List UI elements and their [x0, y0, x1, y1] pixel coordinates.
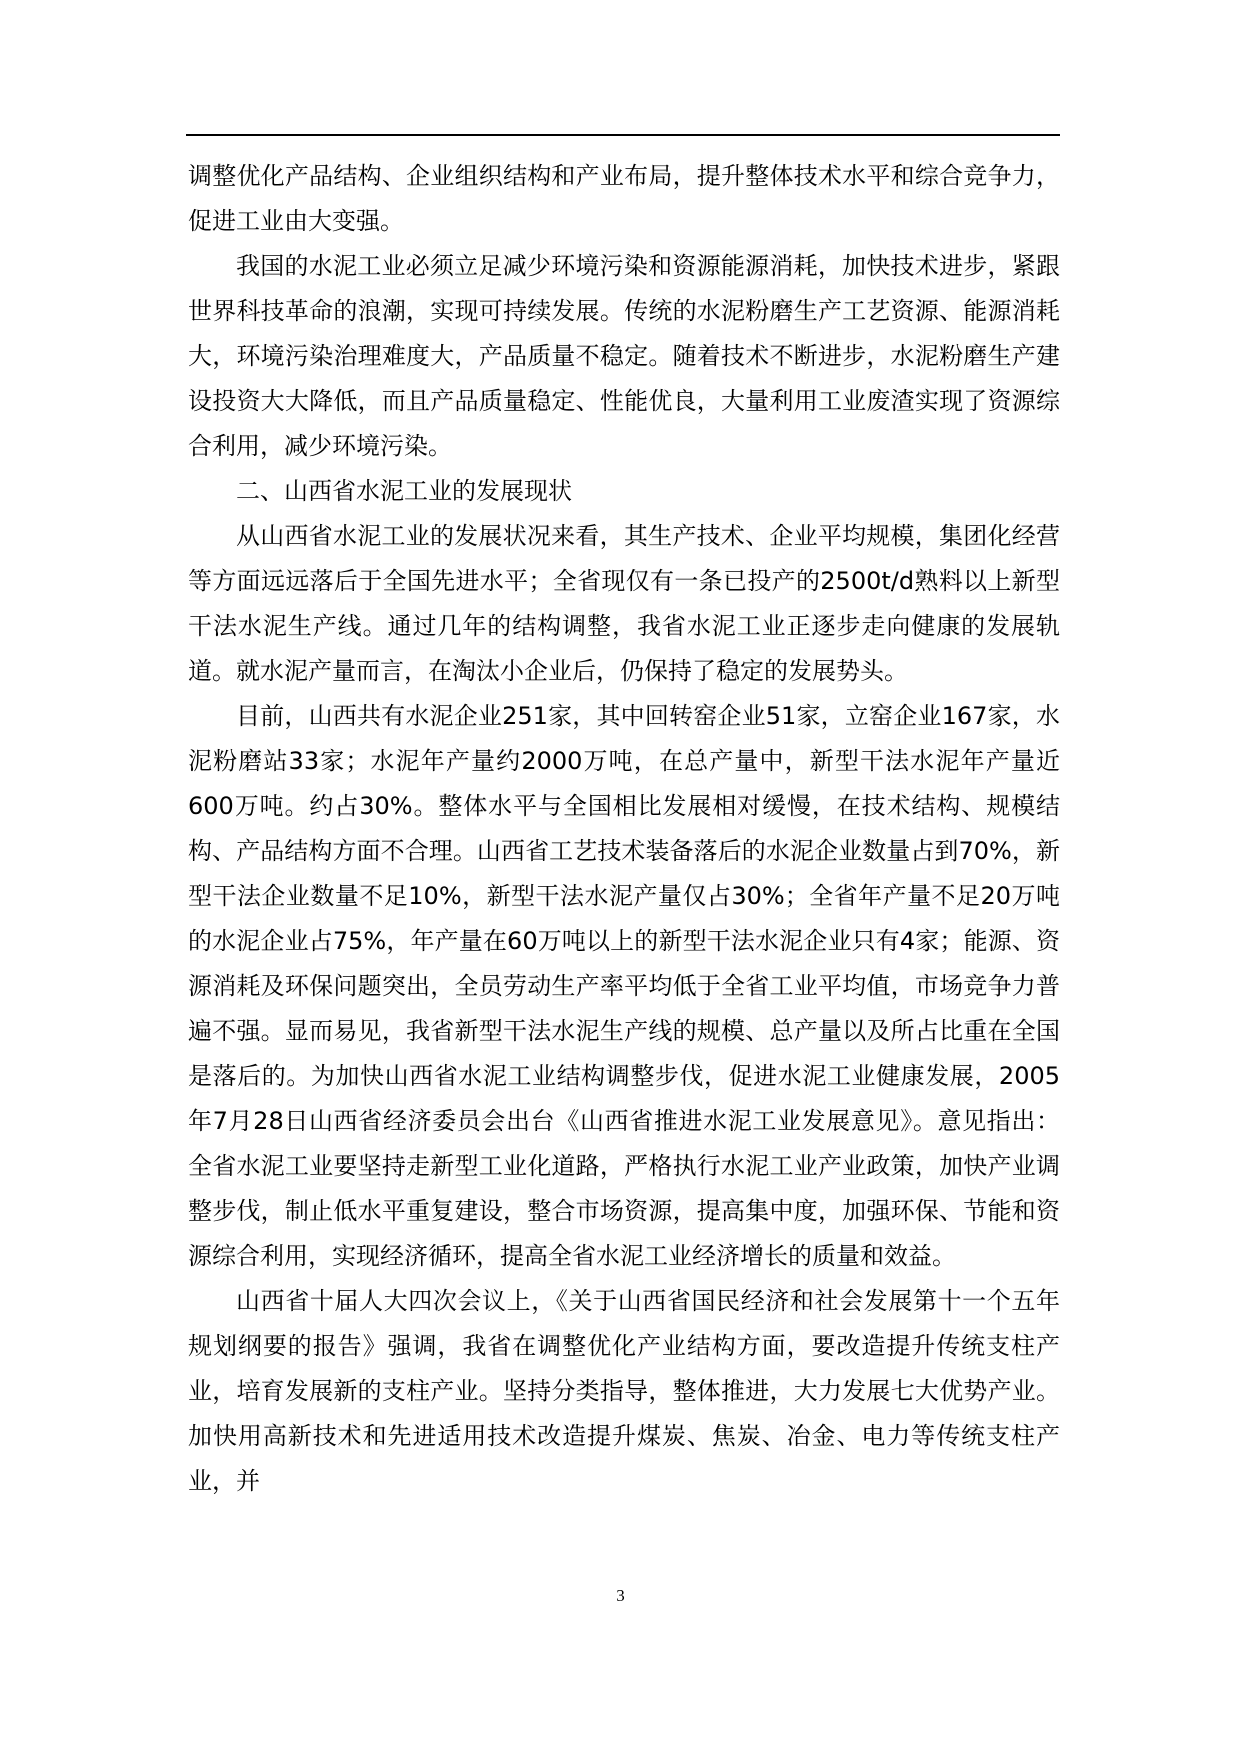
paragraph-congress-report: 山西省十届人大四次会议上，《关于山西省国民经济和社会发展第十一个五年规划纲要的报告》强调，我省在调整优化产业结构方面，要改造提升传统支柱产业，培育发展新的支柱产业。坚持分类指导，整体推进，大力发展七大优势产业。加快用高新技术和先进适用技术改造提升煤炭、焦炭、冶金、电力等传统支柱产业，并	[188, 1287, 1060, 1495]
paragraph-continuation: 调整优化产品结构、企业组织结构和产业布局，提升整体技术水平和综合竞争力，促进工业由大变强。	[188, 162, 1060, 235]
paragraph-development-status: 从山西省水泥工业的发展状况来看，其生产技术、企业平均规模，集团化经营等方面远远落后于全国先进水平；全省现仅有一条已投产的2500t/d熟料以上新型干法水泥生产线。通过几年的结构调整，我省水泥工业正逐步走向健康的发展轨道。就水泥产量而言，在淘汰小企业后，仍保持了稳定的发展势头。	[188, 522, 1060, 685]
paragraph-current-statistics: 目前，山西共有水泥企业251家，其中回转窑企业51家，立窑企业167家，水泥粉磨站33家；水泥年产量约2000万吨，在总产量中，新型干法水泥年产量近600万吨。约占30%。整体水平与全国相比发展相对缓慢，在技术结构、规模结构、产品结构方面不合理。山西省工艺技术装备落后的水泥企业数量占到70%，新型干法企业数量不足10%，新型干法水泥产量仅占30%；全省年产量不足20万吨的水泥企业占75%，年产量在60万吨以上的新型干法水泥企业只有4家；能源、资源消耗及环保问题突出，全员劳动生产率平均低于全省工业平均值，市场竞争力普遍不强。显而易见，我省新型干法水泥生产线的规模、总产量以及所占比重在全国是落后的。为加快山西省水泥工业结构调整步伐，促进水泥工业健康发展，2005年7月28日山西省经济委员会出台《山西省推进水泥工业发展意见》。意见指出：全省水泥工业要坚持走新型工业化道路，严格执行水泥工业产业政策，加快产业调整步伐，制止低水平重复建设，整合市场资源，提高集中度，加强环保、节能和资源综合利用，实现经济循环，提高全省水泥工业经济增长的质量和效益。	[188, 702, 1060, 1270]
paragraph-cement-industry: 我国的水泥工业必须立足减少环境污染和资源能源消耗，加快技术进步，紧跟世界科技革命的浪潮，实现可持续发展。传统的水泥粉磨生产工艺资源、能源消耗大，环境污染治理难度大，产品质量不稳定。随着技术不断进步，水泥粉磨生产建设投资大大降低，而且产品质量稳定、性能优良，大量利用工业废渣实现了资源综合利用，减少环境污染。	[188, 252, 1060, 460]
page-number: 3	[616, 1586, 625, 1605]
document-body	[188, 154, 1060, 1504]
section-heading: 二、山西省水泥工业的发展现状	[236, 477, 572, 505]
header-rule	[186, 134, 1060, 136]
